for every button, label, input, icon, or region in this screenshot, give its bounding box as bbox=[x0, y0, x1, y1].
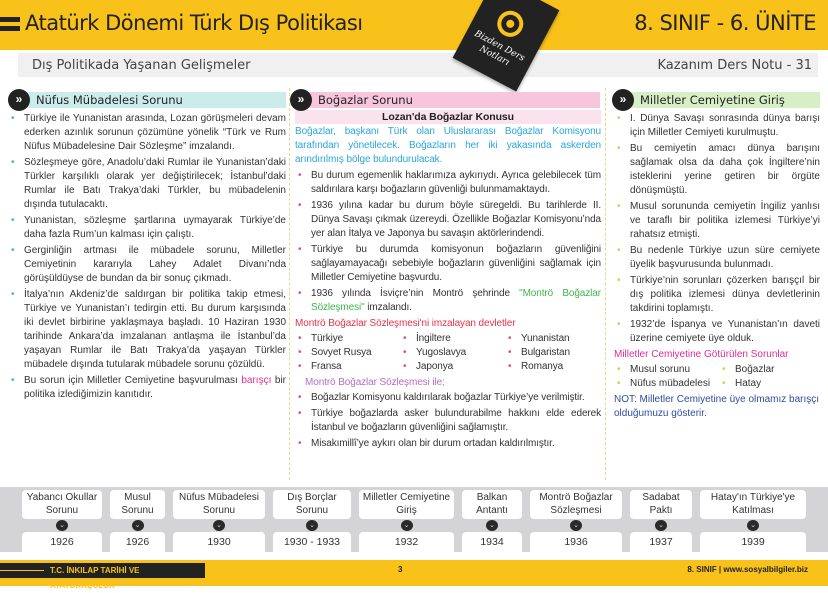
bullet-list bbox=[295, 169, 601, 315]
text-segment: Bu nedenle Türkiye uzun süre cemiyete üyelik başvurusunda bulunmadı. bbox=[630, 245, 820, 270]
text-segment: barışçı bbox=[241, 375, 272, 386]
list-item: • Japonya bbox=[400, 360, 505, 374]
list-item bbox=[295, 199, 601, 241]
list-item: • Yugoslavya bbox=[400, 346, 505, 360]
note-number: Kazanım Ders Notu - 31 bbox=[657, 58, 812, 73]
timeline-item bbox=[273, 487, 351, 552]
list-item bbox=[614, 318, 820, 346]
text-segment: Bu sorun için Milletler Cemiyetine başvurulması bbox=[24, 375, 242, 386]
section-header-milletler bbox=[612, 92, 820, 108]
timeline bbox=[0, 487, 828, 552]
menu-bars-decoration bbox=[0, 17, 20, 31]
timeline-item bbox=[359, 487, 454, 552]
header-bar bbox=[0, 0, 828, 50]
list-item bbox=[8, 288, 286, 372]
text-segment: 1936 yılında İsviçre’nin Montrö şehrinde bbox=[311, 288, 520, 299]
chevron-right-icon: » bbox=[290, 89, 312, 111]
list-item bbox=[295, 287, 601, 315]
list-item: • Yunanistan bbox=[505, 332, 597, 346]
text-segment: Türkiye bu durumda komisyonun boğazların güvenliğini sağlayamayacağı sebebiyle boğazların güvenliğini sağlamak için Milletler Cemiyetine başvurdu. bbox=[311, 244, 601, 283]
list-item bbox=[614, 142, 820, 198]
text-segment: 1936 yılına kadar bu durum böyle süregeldi. Bu tarihlerde II. Dünya Savaşı çıkmak üzereydi. Özellikle Boğazlar Komisyonu’nda yer alan İtalya ve Japonya bu savaşın aktörlerindendi. bbox=[311, 200, 601, 239]
chevron-down-icon: ⌄ bbox=[56, 520, 68, 531]
column-milletler bbox=[614, 112, 820, 421]
text-segment: Misakımillî’ye aykırı olan bir durum ortadan kaldırılmıştır. bbox=[311, 438, 555, 449]
page-number: 3 bbox=[398, 565, 403, 574]
list-item: • İngiltere bbox=[400, 332, 505, 346]
target-icon bbox=[493, 6, 528, 41]
chevron-right-icon: » bbox=[8, 89, 30, 111]
chevron-down-icon: ⌄ bbox=[486, 520, 498, 531]
list-item bbox=[614, 112, 820, 140]
list-item: • Türkiye bbox=[295, 332, 400, 346]
chevron-down-icon: ⌄ bbox=[306, 520, 318, 531]
list-item: • Bulgaristan bbox=[505, 346, 597, 360]
timeline-year: 1930 - 1933 bbox=[273, 532, 351, 552]
column-nufus bbox=[8, 112, 286, 404]
list-item: • Hatay bbox=[719, 377, 819, 391]
text-segment: Türkiye boğazlarda asker bulundurabilme hakkını elde ederek İstanbul ve boğazların güvenliğini sağlamıştır. bbox=[311, 408, 601, 433]
timeline-year: 1930 bbox=[173, 532, 265, 552]
footer-bar bbox=[0, 560, 828, 590]
section-header-nufus bbox=[8, 92, 286, 108]
chevron-down-icon: ⌄ bbox=[213, 520, 225, 531]
signers-list bbox=[295, 332, 601, 374]
section-title: Nüfus Mübadelesi Sorunu bbox=[36, 93, 183, 107]
list-item bbox=[295, 391, 601, 405]
footer-site: 8. SINIF | www.sosyalbilgiler.biz bbox=[687, 565, 808, 574]
text-segment: I. Dünya Savaşı sonrasında dünya barışı için Milletler Cemiyeti kurulmuştu. bbox=[630, 113, 820, 138]
timeline-year: 1939 bbox=[700, 532, 806, 552]
list-item: • Musul sorunu bbox=[614, 363, 719, 377]
timeline-year: 1926 bbox=[22, 532, 102, 552]
text-segment: Gerginliğin artması ile mübadele sorunu, Milletler Cemiyetinin kararıyla Lahey Adalet Divanı’nda görüşüldüyse de bundan da bir sonuç çıkmadı. bbox=[24, 245, 286, 284]
signers-title: Montrö Boğazlar Sözleşmesi'ni imzalayan devletler bbox=[295, 318, 516, 329]
text-segment: "Montrö Boğazlar Sözleşmesi" bbox=[311, 288, 601, 313]
list-item bbox=[8, 214, 286, 242]
text-segment: Sözleşmeye göre, Anadolu’daki Rumlar ile Yunanistan’daki Türkler karşılıklı olarak yer değiştirilecek; İstanbul’daki Rumlar ile Batı Trakya’daki Türkler, bu mübadelenin dışında tutulacaktı. bbox=[24, 157, 286, 210]
list-item bbox=[295, 407, 601, 435]
section-title: Boğazlar Sorunu bbox=[318, 93, 413, 107]
text-segment: Boğazlar Komisyonu kaldırılarak boğazlar Türkiye’ye verilmiştir. bbox=[311, 392, 585, 403]
bullet-list bbox=[614, 112, 820, 346]
timeline-item bbox=[173, 487, 265, 552]
timeline-event: Hatay'ın Türkiye'ye Katılması bbox=[700, 490, 806, 519]
list-item: • Romanya bbox=[505, 360, 597, 374]
timeline-event: Musul Sorunu bbox=[110, 490, 165, 519]
timeline-event: Sadabat Paktı bbox=[630, 490, 692, 519]
timeline-year: 1926 bbox=[110, 532, 165, 552]
intro-text: Boğazlar, başkanı Türk olan Uluslararası Boğazlar Komisyonu tarafından yönetilecek. Boğazların her iki yakasında askerden arındırılmış bölge bulundurulacak. bbox=[295, 126, 601, 165]
text-segment: Bu durum egemenlik haklarımıza aykırıydı. Ayrıca gelebilecek tüm saldırılara karşı boğazların güvenliği bulunmamaktaydı. bbox=[311, 170, 601, 195]
list-item bbox=[295, 437, 601, 451]
timeline-event: Dış Borçlar Sorunu bbox=[273, 490, 351, 519]
results-list bbox=[295, 391, 601, 451]
timeline-event: Milletler Cemiyetine Giriş bbox=[359, 490, 454, 519]
issues-title: Milletler Cemiyetine Götürülen Sorunlar bbox=[614, 349, 789, 360]
timeline-year: 1936 bbox=[530, 532, 622, 552]
bullet-list bbox=[8, 112, 286, 402]
timeline-year: 1932 bbox=[359, 532, 454, 552]
section-title: Milletler Cemiyetine Giriş bbox=[640, 93, 785, 107]
list-item bbox=[8, 156, 286, 212]
text-segment: 1932’de İspanya ve Yunanistan’ın daveti üzerine cemiyete üye olduk. bbox=[630, 319, 820, 344]
list-item bbox=[614, 200, 820, 242]
chevron-down-icon: ⌄ bbox=[401, 520, 413, 531]
list-item bbox=[8, 374, 286, 402]
timeline-item bbox=[110, 487, 165, 552]
text-segment: Yunanistan, sözleşme şartlarına uymayarak Türkiye’de daha fazla Rum’un kalması için çalıştı. bbox=[24, 215, 286, 240]
list-item bbox=[614, 274, 820, 316]
chevron-right-icon: » bbox=[612, 89, 634, 111]
note-text: NOT: Milletler Cemiyetine üye olmamız barışçı olduğumuzu gösterir. bbox=[614, 394, 820, 419]
timeline-item bbox=[22, 487, 102, 552]
divider bbox=[289, 88, 290, 480]
timeline-event: Nüfus Mübadelesi Sorunu bbox=[173, 490, 265, 519]
list-item bbox=[295, 169, 601, 197]
list-item bbox=[295, 243, 601, 285]
section-header-bogazlar bbox=[290, 92, 600, 108]
subheader-bar bbox=[18, 53, 818, 77]
list-item bbox=[8, 244, 286, 286]
issues-list bbox=[614, 363, 820, 391]
timeline-item bbox=[530, 487, 622, 552]
badge-text: Bizden Ders Notları bbox=[472, 28, 527, 69]
subtitle: Dış Politikada Yaşanan Gelişmeler bbox=[32, 58, 251, 73]
text-segment: Türkiye ile Yunanistan arasında, Lozan görüşmeleri devam ederken azınlık sorunun çözümüne yönelik “Türk ve Rum Nüfus Mübadelesine Dair Sözleşme” imzalandı. bbox=[24, 113, 286, 152]
timeline-event: Yabancı Okullar Sorunu bbox=[22, 490, 102, 519]
column-bogazlar bbox=[295, 110, 601, 453]
page-title: Atatürk Dönemi Türk Dış Politikası bbox=[25, 11, 363, 35]
timeline-event: Montrö Boğazlar Sözleşmesi bbox=[530, 490, 622, 519]
subheading: Lozan'da Boğazlar Konusu bbox=[295, 110, 601, 124]
chevron-down-icon: ⌄ bbox=[747, 520, 759, 531]
timeline-event: Balkan Antantı bbox=[462, 490, 522, 519]
divider bbox=[605, 88, 606, 480]
timeline-year: 1934 bbox=[462, 532, 522, 552]
list-item: • Nüfus mübadelesi bbox=[614, 377, 719, 391]
timeline-year: 1937 bbox=[630, 532, 692, 552]
text-segment: Türkiye’nin sorunları çözerken barışçıl bir dış politika izlemesi dünya devletlerinin takdirini toplamıştı. bbox=[630, 275, 820, 314]
chevron-down-icon: ⌄ bbox=[655, 520, 667, 531]
chevron-down-icon: ⌄ bbox=[132, 520, 144, 531]
unit-label: 8. SINIF - 6. ÜNİTE bbox=[634, 11, 816, 35]
chevron-down-icon: ⌄ bbox=[570, 520, 582, 531]
list-item: • Boğazlar bbox=[719, 363, 819, 377]
text-segment: Musul sorununda cemiyetin İngiliz yanlısı ve taraflı bir politika izlemesi Türkiye’yi rahatsız etmişti. bbox=[630, 201, 820, 240]
timeline-item bbox=[630, 487, 692, 552]
results-title: Montrö Boğazlar Sözleşmesi ile; bbox=[305, 377, 445, 388]
timeline-item bbox=[462, 487, 522, 552]
timeline-item bbox=[700, 487, 806, 552]
list-item: • Sovyet Rusya bbox=[295, 346, 400, 360]
text-segment: Bu cemiyetin amacı dünya barışını sağlamak olsa da daha çok İngiltere’nin isteklerini yerine getiren bir örgüte dönüşmüştü. bbox=[630, 143, 820, 196]
text-segment: imzalandı. bbox=[364, 302, 412, 313]
text-segment: bir politika izlediğimizin kanıtıdır. bbox=[24, 375, 286, 400]
footer-course: T.C. İNKILAP TARİHİ VE ATATÜRKÇÜLÜK bbox=[0, 563, 205, 578]
text-segment: İtalya’nın Akdeniz’de saldırgan bir politika takip etmesi, Türkiye ve Yunanistan’ı tedirgin etti. Bu durum karşısında iki devlet birbirine yaklaşmaya başladı. 10 Haziran 1930 tarihinde Ankara’da imzalanan antlaşma ile İstanbul’da yaşayan Rumlar ile Batı Trakya’da yaşayan Türkler mübadele dışında tutularak mübadele sorunu çözüldü. bbox=[24, 289, 286, 370]
list-item: • Fransa bbox=[295, 360, 400, 374]
list-item bbox=[8, 112, 286, 154]
list-item bbox=[614, 244, 820, 272]
